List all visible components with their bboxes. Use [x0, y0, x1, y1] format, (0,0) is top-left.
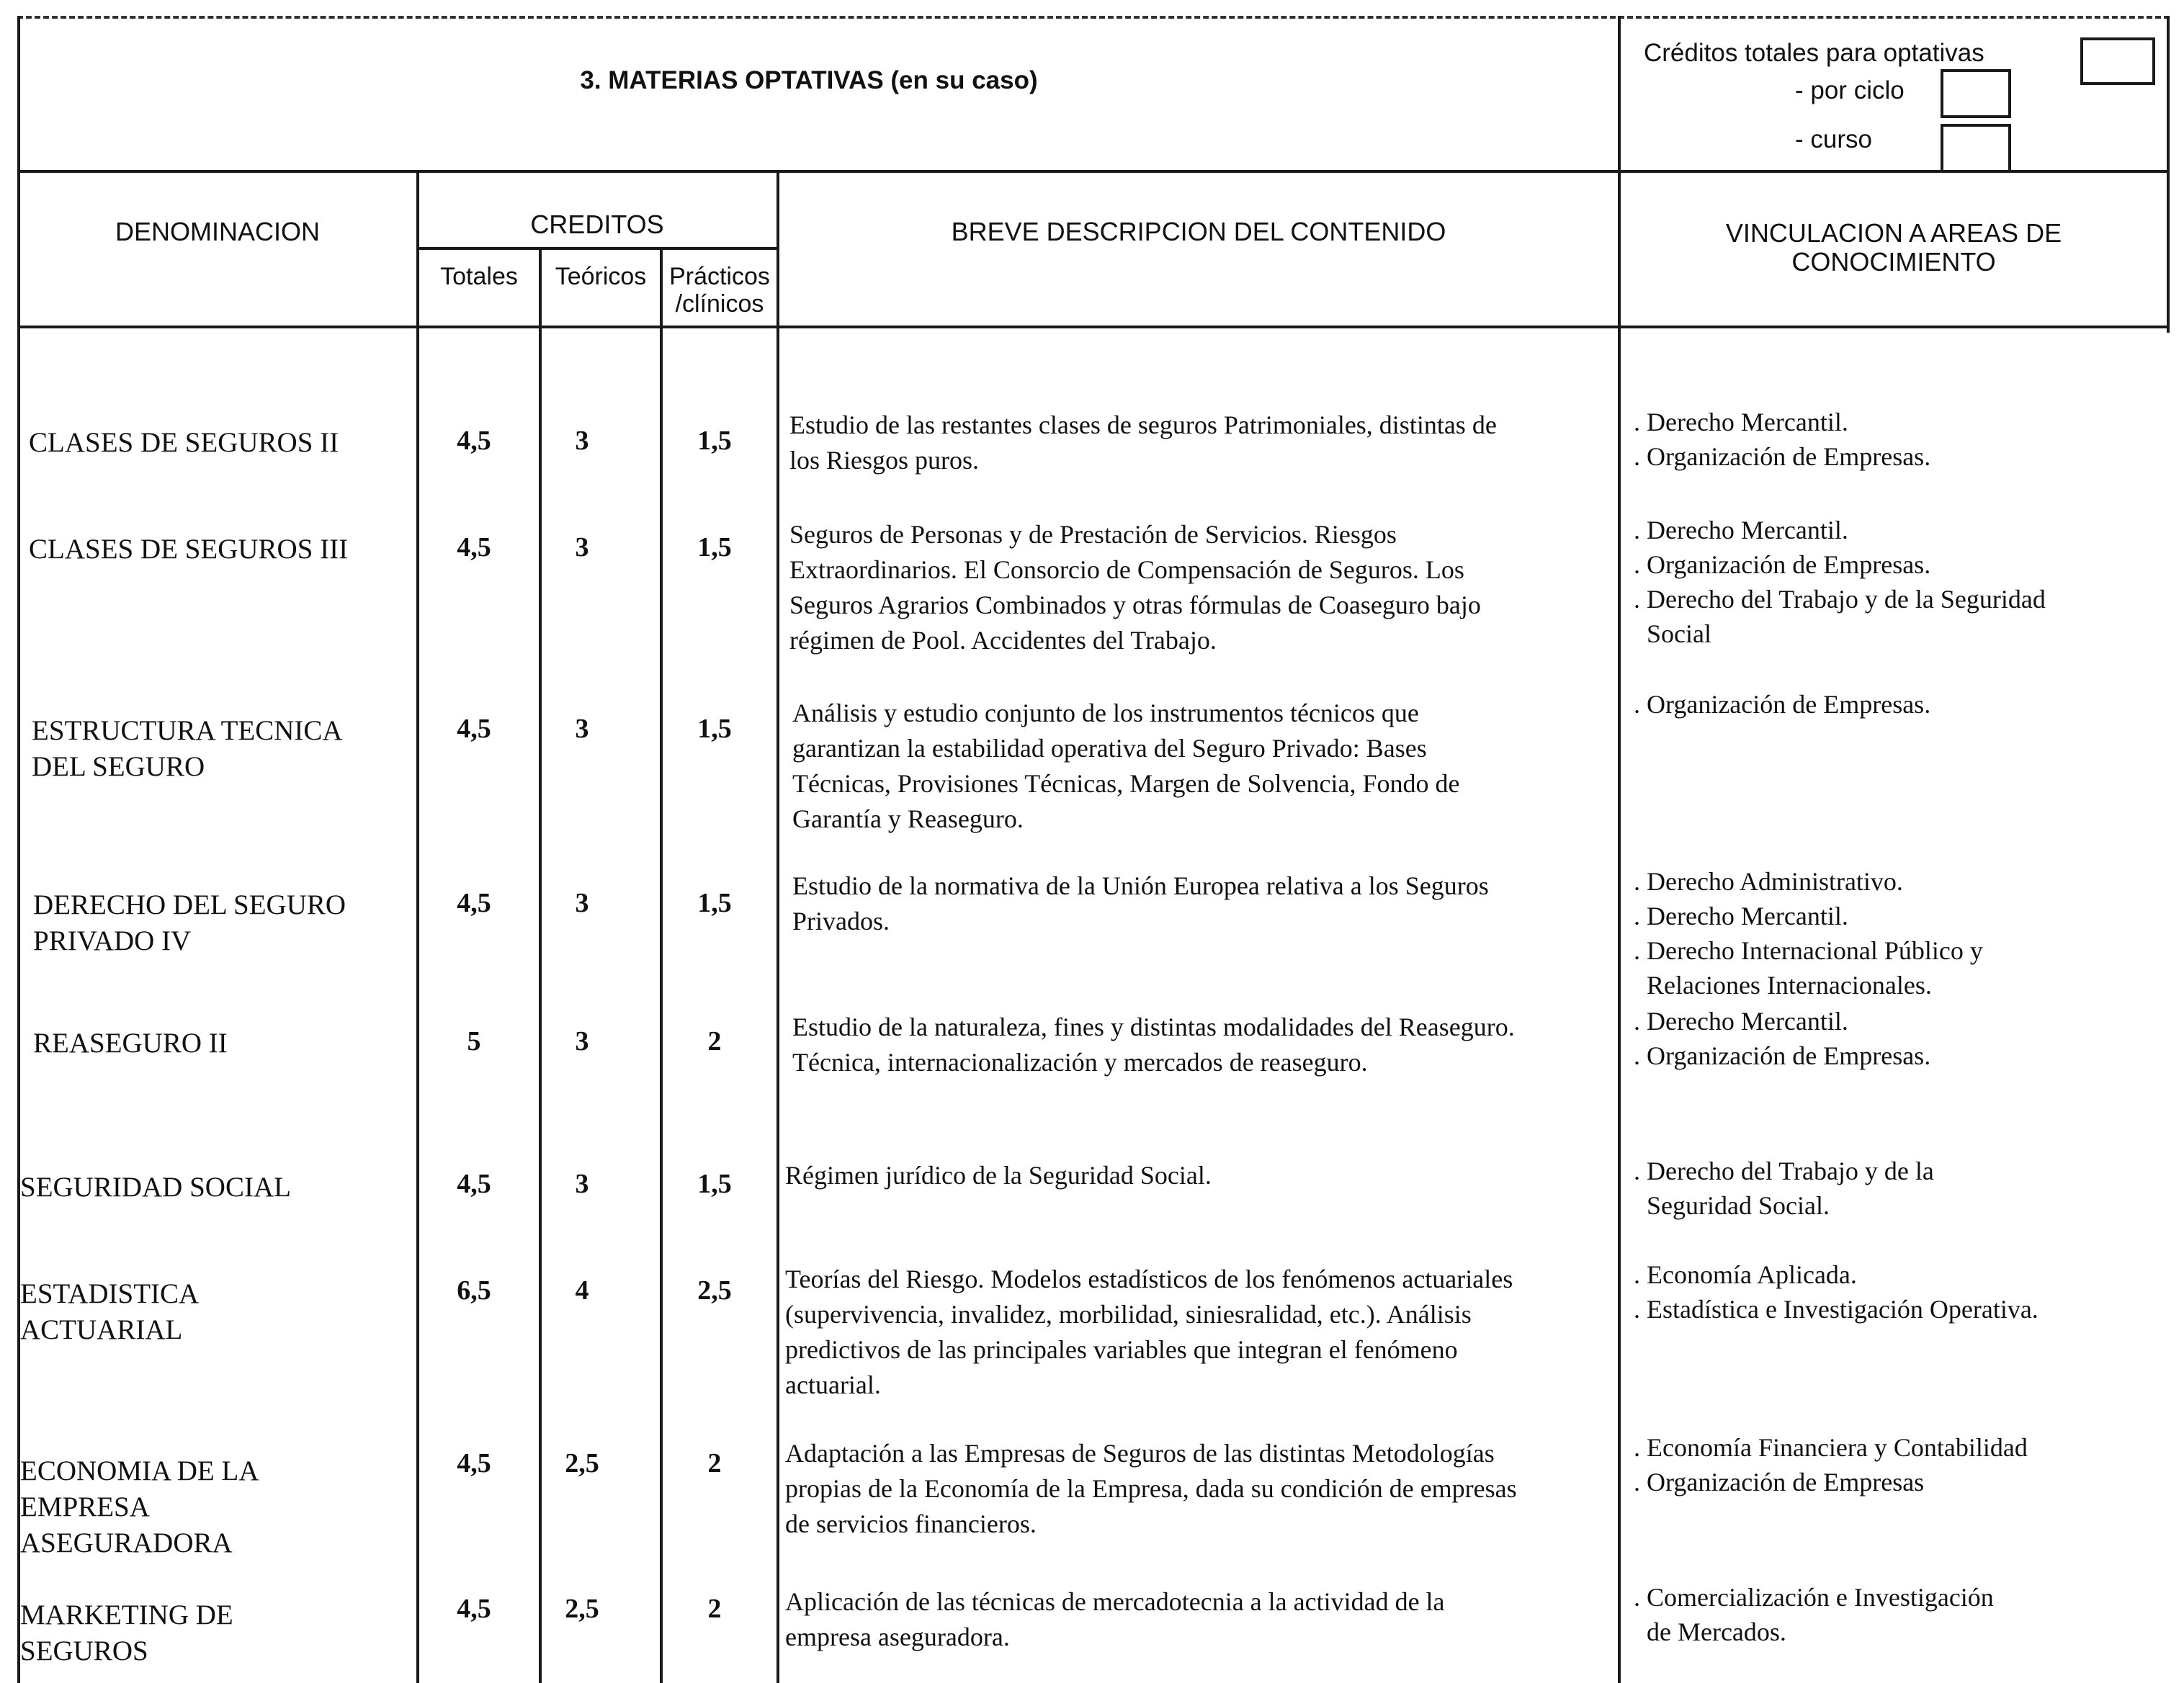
- subject-name-line: REASEGURO II: [33, 1028, 228, 1059]
- area-line: Seguridad Social.: [1634, 1191, 1830, 1220]
- description-line: (supervivencia, invalidez, morbilidad, siniesralidad, etc.). Análisis: [785, 1300, 1472, 1329]
- credits-teoricos: 3: [575, 532, 589, 562]
- area-line: . Organización de Empresas.: [1634, 690, 1931, 719]
- subject-name-line: ASEGURADORA: [20, 1527, 233, 1558]
- description-line: los Riesgos puros.: [789, 446, 980, 475]
- description: [792, 1010, 1614, 1080]
- description-line: Estudio de la naturaleza, fines y distintas modalidades del Reaseguro.: [792, 1013, 1515, 1041]
- description-line: de servicios financieros.: [785, 1509, 1037, 1538]
- col-descripcion: BREVE DESCRIPCION DEL CONTENIDO: [951, 217, 1446, 246]
- credits-totales: 4,5: [457, 1448, 491, 1478]
- credits-practicos: 1,5: [697, 532, 732, 562]
- description: [785, 1584, 1606, 1655]
- description: [785, 1158, 1606, 1193]
- credits-teoricos: 3: [575, 1026, 589, 1056]
- knowledge-areas: [1634, 1004, 2138, 1073]
- subject-name: [20, 1453, 259, 1561]
- area-line: . Derecho Mercantil.: [1634, 902, 1848, 930]
- credits-practicos: 1,5: [697, 1169, 732, 1199]
- subject-name-line: ESTRUCTURA TECNICA: [32, 715, 343, 746]
- curso-box[interactable]: [1941, 124, 2011, 173]
- description-line: Seguros de Personas y de Prestación de Servicios. Riesgos: [789, 520, 1397, 549]
- credits-practicos: 2,5: [697, 1275, 732, 1306]
- knowledge-areas: [1634, 1430, 2138, 1499]
- creditos-totales-box[interactable]: [2080, 37, 2155, 85]
- credits-teoricos: 4: [575, 1275, 589, 1306]
- credits-practicos: 2: [707, 1026, 722, 1056]
- subject-name-line: SEGUROS: [20, 1635, 148, 1666]
- credits-practicos: 1,5: [697, 426, 732, 456]
- curso-label: - curso: [1795, 125, 1872, 153]
- subject-name-line: DERECHO DEL SEGURO: [33, 889, 346, 920]
- credits-teoricos: 3: [575, 714, 589, 744]
- description-line: Extraordinarios. El Consorcio de Compensación de Seguros. Los: [789, 555, 1464, 584]
- description: [785, 1436, 1606, 1542]
- area-line: . Comercialización e Investigación: [1634, 1583, 1994, 1612]
- subject-name-line: DEL SEGURO: [32, 751, 205, 782]
- description: [785, 1262, 1606, 1403]
- description: [789, 408, 1611, 478]
- description-line: Análisis y estudio conjunto de los instrumentos técnicos que: [792, 699, 1419, 727]
- knowledge-areas: [1634, 1580, 2138, 1649]
- knowledge-areas: [1634, 1154, 2138, 1223]
- subject-name-line: EMPRESA: [20, 1491, 150, 1522]
- description-line: Aplicación de las técnicas de mercadotecnia a la actividad de la: [785, 1587, 1445, 1616]
- col-vinculacion-2: CONOCIMIENTO: [1791, 247, 1996, 277]
- col-teoricos: Teóricos: [555, 263, 647, 290]
- subject-name: [29, 425, 339, 461]
- subject-name: [29, 531, 348, 567]
- area-line: Relaciones Internacionales.: [1634, 971, 1932, 1000]
- credits-practicos: 2: [707, 1448, 722, 1478]
- credits-teoricos: 3: [575, 1169, 589, 1199]
- description-line: Régimen jurídico de la Seguridad Social.: [785, 1161, 1212, 1190]
- credits-teoricos: 2,5: [565, 1448, 599, 1478]
- col-creditos: CREDITOS: [530, 210, 664, 239]
- subject-name-line: MARKETING DE: [20, 1599, 233, 1630]
- subject-name-line: CLASES DE SEGUROS II: [29, 427, 339, 458]
- col-practicos: Prácticos: [669, 263, 770, 290]
- credits-totales: 5: [467, 1026, 481, 1056]
- area-line: Social: [1634, 619, 1711, 648]
- knowledge-areas: [1634, 864, 2138, 1002]
- area-line: . Estadística e Investigación Operativa.: [1634, 1295, 2038, 1324]
- subject-name: [20, 1170, 291, 1206]
- col-clinicos: /clínicos: [675, 290, 764, 318]
- area-line: . Derecho del Trabajo y de la: [1634, 1157, 1934, 1185]
- description-line: Estudio de la normativa de la Unión Europea relativa a los Seguros: [792, 871, 1489, 900]
- divider-descripcion: [777, 170, 779, 1683]
- por-ciclo-label: - por ciclo: [1795, 76, 1905, 104]
- description-line: actuarial.: [785, 1370, 881, 1399]
- area-line: . Economía Aplicada.: [1634, 1260, 1857, 1289]
- area-line: . Derecho Administrativo.: [1634, 867, 1903, 896]
- area-line: de Mercados.: [1634, 1617, 1786, 1646]
- divider-creditos-left: [416, 170, 419, 1683]
- description: [792, 696, 1614, 837]
- description-line: Técnicas, Provisiones Técnicas, Margen de Solvencia, Fondo de: [792, 769, 1460, 798]
- subject-name-line: ACTUARIAL: [20, 1314, 183, 1345]
- description-line: Adaptación a las Empresas de Seguros de las distintas Metodologías: [785, 1439, 1495, 1468]
- credits-totales: 4,5: [457, 532, 491, 562]
- subject-name-line: CLASES DE SEGUROS III: [29, 534, 349, 565]
- area-line: . Derecho Internacional Público y: [1634, 936, 1983, 965]
- credits-teoricos: 2,5: [565, 1594, 599, 1624]
- description-line: Estudio de las restantes clases de seguros Patrimoniales, distintas de: [789, 410, 1497, 439]
- right-border: [2167, 16, 2170, 333]
- credits-practicos: 1,5: [697, 888, 732, 918]
- subject-name: [20, 1276, 199, 1348]
- knowledge-areas: [1634, 687, 2138, 722]
- header-divider: [17, 170, 2170, 173]
- description-line: Privados.: [792, 907, 890, 935]
- area-line: . Derecho Mercantil.: [1634, 516, 1848, 544]
- subject-name-line: PRIVADO IV: [33, 925, 192, 956]
- description-line: propias de la Economía de la Empresa, dada su condición de empresas: [785, 1474, 1517, 1503]
- credits-practicos: 1,5: [697, 714, 732, 744]
- top-border: [17, 16, 2170, 19]
- description-line: régimen de Pool. Accidentes del Trabajo.: [789, 626, 1217, 655]
- creditos-subheader-divider: [416, 247, 779, 250]
- por-ciclo-box[interactable]: [1941, 69, 2011, 118]
- creditos-totales-label: Créditos totales para optativas: [1644, 39, 1984, 67]
- subject-name: [33, 1025, 228, 1062]
- subject-name-line: SEGURIDAD SOCIAL: [20, 1172, 291, 1203]
- col-vinculacion: VINCULACION A AREAS DE: [1725, 218, 2062, 248]
- area-line: . Derecho Mercantil.: [1634, 408, 1848, 436]
- section-title: 3. MATERIAS OPTATIVAS (en su caso): [580, 66, 1038, 94]
- area-line: . Derecho Mercantil.: [1634, 1007, 1848, 1036]
- credits-totales: 4,5: [457, 426, 491, 456]
- subject-name-line: ECONOMIA DE LA: [20, 1455, 259, 1486]
- credits-totales: 4,5: [457, 1594, 491, 1624]
- divider-teoricos: [660, 248, 663, 1683]
- description-line: Seguros Agrarios Combinados y otras fórmulas de Coaseguro bajo: [789, 591, 1481, 619]
- description-line: empresa aseguradora.: [785, 1623, 1010, 1651]
- left-border: [17, 16, 20, 1683]
- area-line: . Organización de Empresas.: [1634, 550, 1931, 579]
- col-totales: Totales: [440, 263, 518, 290]
- knowledge-areas: [1634, 1257, 2138, 1327]
- description-line: Técnica, internacionalización y mercados de reaseguro.: [792, 1048, 1368, 1077]
- credits-teoricos: 3: [575, 888, 589, 918]
- description-line: Teorías del Riesgo. Modelos estadísticos de los fenómenos actuariales: [785, 1265, 1513, 1293]
- subject-name: [33, 887, 346, 959]
- subject-name-line: ESTADISTICA: [20, 1278, 200, 1309]
- knowledge-areas: [1634, 405, 2138, 474]
- credits-totales: 4,5: [457, 714, 491, 744]
- area-line: . Economía Financiera y Contabilidad: [1634, 1433, 2028, 1462]
- col-denominacion: DENOMINACION: [115, 217, 320, 246]
- area-line: . Derecho del Trabajo y de la Seguridad: [1634, 585, 2046, 614]
- description-line: predictivos de las principales variables que integran el fenómeno: [785, 1335, 1458, 1364]
- description-line: garantizan la estabilidad operativa del Seguro Privado: Bases: [792, 734, 1427, 763]
- credits-totales: 4,5: [457, 1169, 491, 1199]
- subject-name: [20, 1597, 233, 1669]
- area-line: . Organización de Empresas.: [1634, 442, 1931, 471]
- area-line: . Organización de Empresas.: [1634, 1041, 1931, 1070]
- credits-teoricos: 3: [575, 426, 589, 456]
- credits-practicos: 2: [707, 1594, 722, 1624]
- area-line: . Organización de Empresas: [1634, 1468, 1925, 1496]
- description: [789, 517, 1611, 658]
- description-line: Garantía y Reaseguro.: [792, 804, 1024, 833]
- description: [792, 869, 1614, 939]
- credits-totales: 4,5: [457, 888, 491, 918]
- columns-divider: [17, 326, 2170, 328]
- knowledge-areas: [1634, 513, 2138, 651]
- subject-name: [32, 713, 343, 785]
- credits-totales: 6,5: [457, 1275, 491, 1306]
